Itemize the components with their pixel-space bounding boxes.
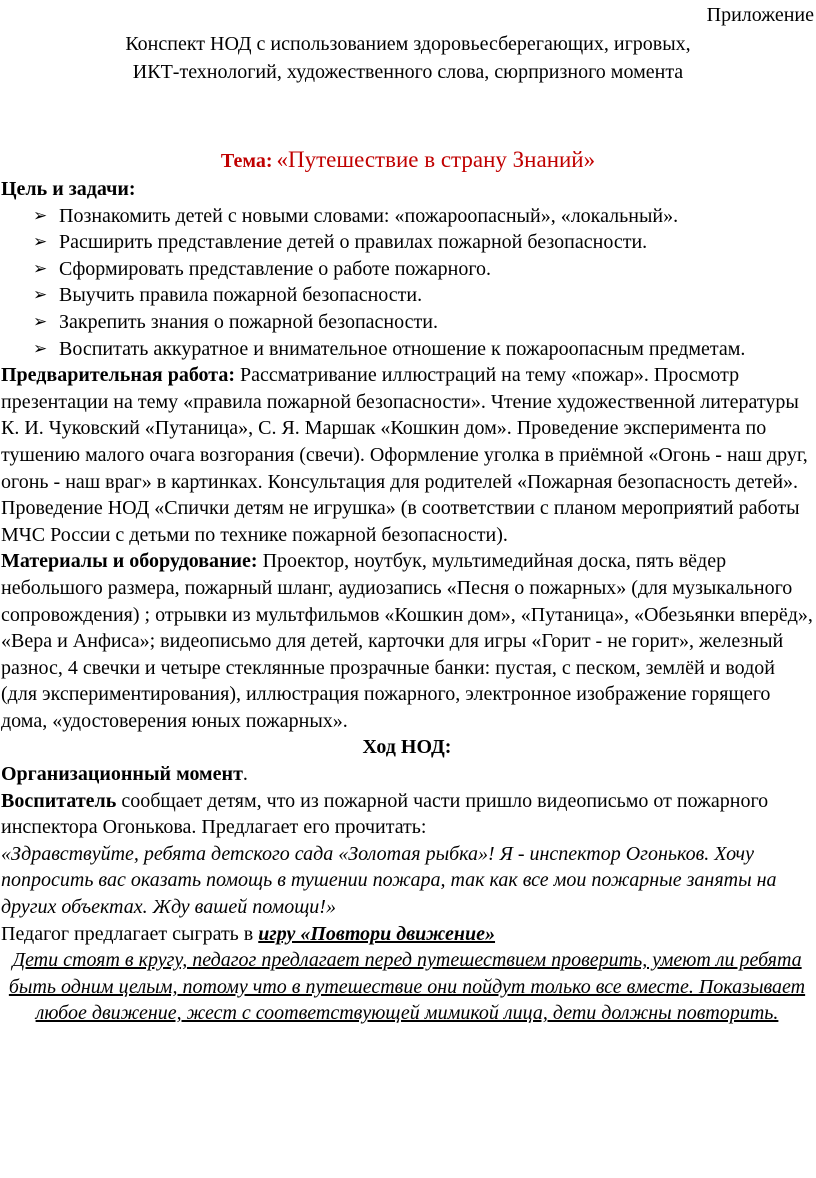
game-intro-paragraph: Педагог предлагает сыграть в игру «Повтори движение»	[1, 922, 496, 945]
arrow-bullet-icon: ➢	[33, 205, 48, 226]
materials-text: Проектор, ноутбук, мультимедийная доска, пять вёдер небольшого размера, пожарный шланг, аудиозапись «Песня о пожарных» (для музыкального сопровождения) ; отрывки из мультфильмов «Кошкин дом», «Путаница», «Обезьянки вперёд», «Вера и Анфиса»; видеописьмо для детей, карточки для игры «Горит - не горит», железный разнос, 4 свечки и четыре стеклянные прозрачные банки: пустая, с песком, землёй и водой (для экспериментирования), иллюстрация пожарного, электронное изображение горящего дома, «удостоверения юных пожарных».	[1, 550, 813, 732]
goal-item: ➢ Выучить правила пожарной безопасности.	[33, 282, 813, 309]
topic-label: Тема:	[220, 150, 273, 172]
goals-list	[1, 203, 813, 363]
arrow-bullet-icon: ➢	[33, 232, 48, 253]
teacher-paragraph	[1, 788, 813, 841]
org-moment-label: Организационный момент	[1, 763, 243, 786]
document-body	[1, 176, 813, 1027]
goal-item: ➢ Познакомить детей с новыми словами: «пожароопасный», «локальный».	[33, 203, 813, 230]
materials-paragraph	[1, 548, 813, 734]
prework-text: Рассматривание иллюстраций на тему «пожар». Просмотр презентации на тему «правила пожарной безопасности». Чтение художественной литературы К. И. Чуковский «Путаница», С. Я. Маршак «Кошкин дом». Проведение эксперимента по тушению малого очага возгорания (свечи). Оформление уголка в приёмной «Огонь - наш друг, огонь - наш враг» в картинках. Консультация для родителей «Пожарная безопасность детей». Проведение НОД «Спички детям не игрушка» (в соответствии с планом мероприятий работы МЧС России с детьми по технике пожарной безопасности).	[1, 364, 808, 546]
teacher-label: Воспитатель	[1, 789, 117, 812]
materials-label: Материалы и оборудование:	[1, 550, 258, 573]
game-description: Дети стоят в кругу, педагог предлагает перед путешествием проверить, умеют ли ребята быть одним целым, потому что в путешествие они пойдут только все вместе. Показывает любое движение, жест с соответствующей мимикой лица, дети должны повторить.	[8, 949, 806, 1025]
course-heading: Ход НОД:	[362, 736, 452, 759]
goal-item: ➢ Сформировать представление о работе пожарного.	[33, 256, 813, 283]
arrow-bullet-icon: ➢	[33, 311, 48, 332]
goals-heading: Цель и задачи:	[1, 178, 136, 200]
goal-item: ➢ Воспитать аккуратное и внимательное отношение к пожароопасным предметам.	[33, 336, 813, 363]
course-heading-line	[1, 734, 813, 761]
teacher-text: сообщает детям, что из пожарной части пришло видеописьмо от пожарного инспектора Огонькова. Предлагает его прочитать:	[1, 789, 769, 839]
prework-label: Предварительная работа:	[1, 364, 236, 387]
title-line-1: Конспект НОД с использованием здоровьесберегающих, игровых,	[125, 33, 691, 55]
arrow-bullet-icon: ➢	[33, 338, 48, 359]
topic-value: «Путешествие в страну Знаний»	[276, 147, 596, 172]
game-name: игру «Повтори движение»	[258, 922, 496, 945]
title-line-2: ИКТ-технологий, художественного слова, сюрпризного момента	[132, 61, 684, 83]
goal-item: ➢ Закрепить знания о пожарной безопасности.	[33, 309, 813, 336]
appendix-label: Приложение	[706, 4, 814, 26]
goal-item: ➢ Расширить представление детей о правилах пожарной безопасности.	[33, 229, 813, 256]
letter-paragraph: «Здравствуйте, ребята детского сада «Золотая рыбка»! Я - инспектор Огоньков. Хочу попросить вас оказать помощь в тушении пожара, так как все мои пожарные заняты на других объектах. Жду вашей помощи!»	[1, 842, 777, 919]
org-moment-line: Организационный момент.	[1, 763, 248, 786]
arrow-bullet-icon: ➢	[33, 285, 48, 306]
arrow-bullet-icon: ➢	[33, 258, 48, 279]
prework-paragraph	[1, 362, 813, 548]
document-title	[0, 30, 816, 86]
topic-line	[0, 143, 816, 180]
